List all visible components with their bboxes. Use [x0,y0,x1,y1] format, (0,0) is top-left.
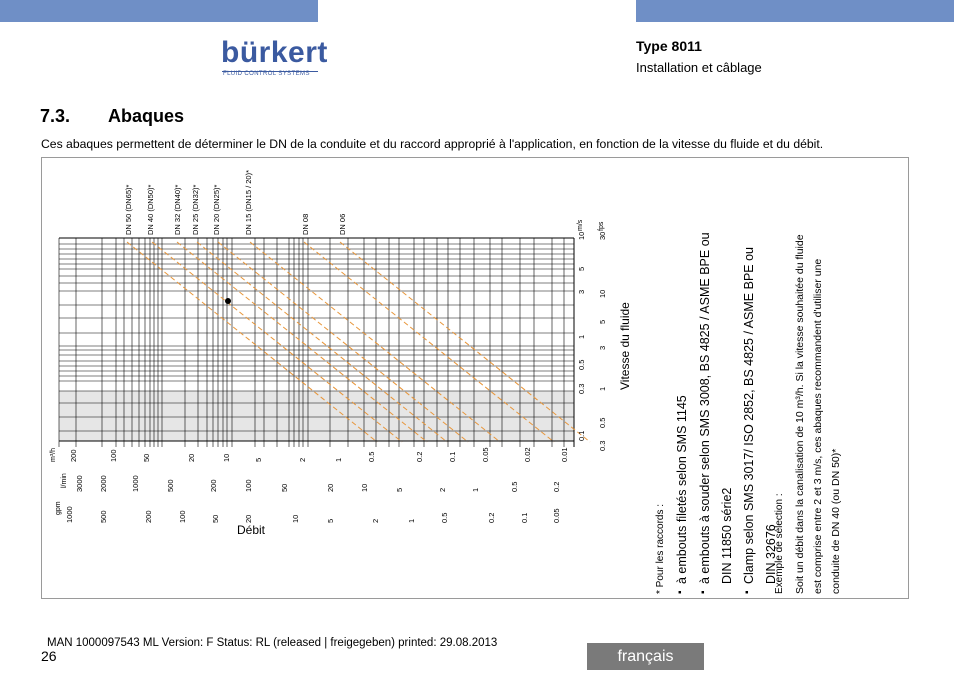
m3h-tick: 100 [109,449,118,462]
header-band-left [0,0,318,22]
m3h-tick: 0.5 [367,451,376,462]
note-item: à embouts filetés selon SMS 1145 [675,395,689,584]
lmin-tick: 50 [280,483,289,492]
intro-paragraph: Ces abaques permettent de déterminer le DN de la conduite et du raccord approprié à l'application, en fonction de la vitesse du fluide et du débit. [41,137,824,151]
example-heading: Exemple de sélection : [774,493,785,594]
lmin-tick: 2000 [99,475,108,492]
m3h-tick: 0.2 [415,451,424,462]
m3h-tick: 1 [334,457,343,462]
lmin-tick: 5 [395,487,404,492]
footer-status: MAN 1000097543 ML Version: F Status: RL (released | freigegeben) printed: 29.08.2013 [47,637,498,649]
gpm-unit: gpm [55,501,62,515]
dn-label: DN 08 [301,213,310,235]
lmin-unit: l/min [61,473,68,488]
fps-tick: 30 [598,231,607,240]
gpm-tick: 2 [371,518,380,523]
m3h-tick: 0.05 [481,447,490,462]
logo-tagline: FLUID CONTROL SYSTEMS [223,71,310,77]
lmin-tick: 3000 [75,475,84,492]
gpm-tick: 1 [407,518,416,523]
notes-heading: * Pour les raccords : [655,503,666,594]
gpm-tick: 200 [144,510,153,523]
ms-unit: m/s [577,219,584,231]
velocity-band [59,391,574,441]
gpm-tick: 0.2 [487,512,496,523]
note-item: à embouts à souder selon SMS 3008, BS 4825 / ASME BPE ou [698,232,712,584]
m3h-tick: 50 [142,453,151,462]
m3h-tick: 5 [254,457,263,462]
doc-section: Installation et câblage [636,60,762,75]
dn-label: DN 50 (DN65)* [124,184,133,235]
fps-unit: fps [598,221,605,231]
m3h-tick: 200 [69,449,78,462]
gpm-tick: 0.05 [552,508,561,523]
m3h-tick: 0.02 [523,447,532,462]
doc-type: Type 8011 [636,38,702,54]
fps-tick: 3 [598,345,607,350]
note-bullet: ▪ [698,590,709,594]
ms-tick: 3 [577,289,586,294]
m3h-tick: 0.1 [448,451,457,462]
note-bullet: ▪ [675,590,686,594]
gpm-tick: 1000 [65,506,74,523]
gpm-tick: 100 [178,510,187,523]
ms-tick: 5 [577,266,586,271]
ms-tick: 0.1 [577,430,586,441]
dn-label: DN 15 (DN15 / 20)* [244,169,253,235]
page-number: 26 [41,648,57,664]
gpm-tick: 0.5 [440,512,449,523]
example-point [225,298,231,304]
note-item-cont: DIN 32676 [764,524,778,584]
ms-tick: 10 [577,231,586,240]
fps-tick: 0.5 [598,417,607,428]
flow-label: Débit [237,523,266,537]
lmin-tick: 2 [438,487,447,492]
dn-label: DN 25 (DN32)* [191,184,200,235]
lmin-tick: 0.2 [552,481,561,492]
gpm-tick: 50 [211,514,220,523]
fps-tick: 1 [598,386,607,391]
lmin-tick: 1 [471,487,480,492]
fps-tick: 0.3 [598,440,607,451]
m3h-tick: 0.01 [560,447,569,462]
ms-tick: 0.3 [577,383,586,394]
lmin-tick: 1000 [131,475,140,492]
fps-tick: 10 [598,289,607,298]
logo-wordmark: bürkert [221,36,328,69]
lmin-tick: 200 [209,479,218,492]
note-item-cont: DIN 11850 série2 [720,487,734,584]
burkert-logo [221,36,328,78]
gpm-tick: 20 [244,514,253,523]
m3h-tick: 20 [187,453,196,462]
fps-tick: 5 [598,319,607,324]
section-number: 7.3. [40,106,71,126]
lmin-tick: 100 [244,479,253,492]
example-text: est comprise entre 2 et 3 m/s, ces abaques recommandent d'utiliser une [812,258,824,594]
dn-label: DN 06 [338,213,347,235]
gpm-tick: 5 [326,518,335,523]
dn-label: DN 40 (DN50)* [146,184,155,235]
gpm-tick: 0.1 [520,512,529,523]
lmin-tick: 500 [166,479,175,492]
m3h-unit: m³/h [50,448,57,462]
ms-tick: 1 [577,334,586,339]
m3h-tick: 10 [222,453,231,462]
lmin-tick: 10 [360,483,369,492]
ms-tick: 0.5 [577,359,586,370]
lmin-tick: 20 [326,483,335,492]
language-tab: français [587,643,704,670]
example-text: conduite de DN 40 (ou DN 50)* [830,448,842,594]
example-text: Soit un débit dans la canalisation de 10 m³/h. Si la vitesse souhaitée du fluide [794,234,806,594]
dn-label: DN 32 (DN40)* [173,184,182,235]
lmin-tick: 0.5 [510,481,519,492]
gpm-tick: 10 [291,514,300,523]
abaque-figure [41,157,909,599]
gpm-tick: 500 [99,510,108,523]
note-bullet: ▪ [742,590,753,594]
note-item: Clamp selon SMS 3017/ ISO 2852, BS 4825 / ASME BPE ou [742,247,756,584]
velocity-label: Vitesse du fluide [618,302,632,390]
header-band-right [636,0,954,22]
m3h-tick: 2 [298,457,307,462]
dn-label: DN 20 (DN25)* [212,184,221,235]
section-title: Abaques [108,106,185,126]
